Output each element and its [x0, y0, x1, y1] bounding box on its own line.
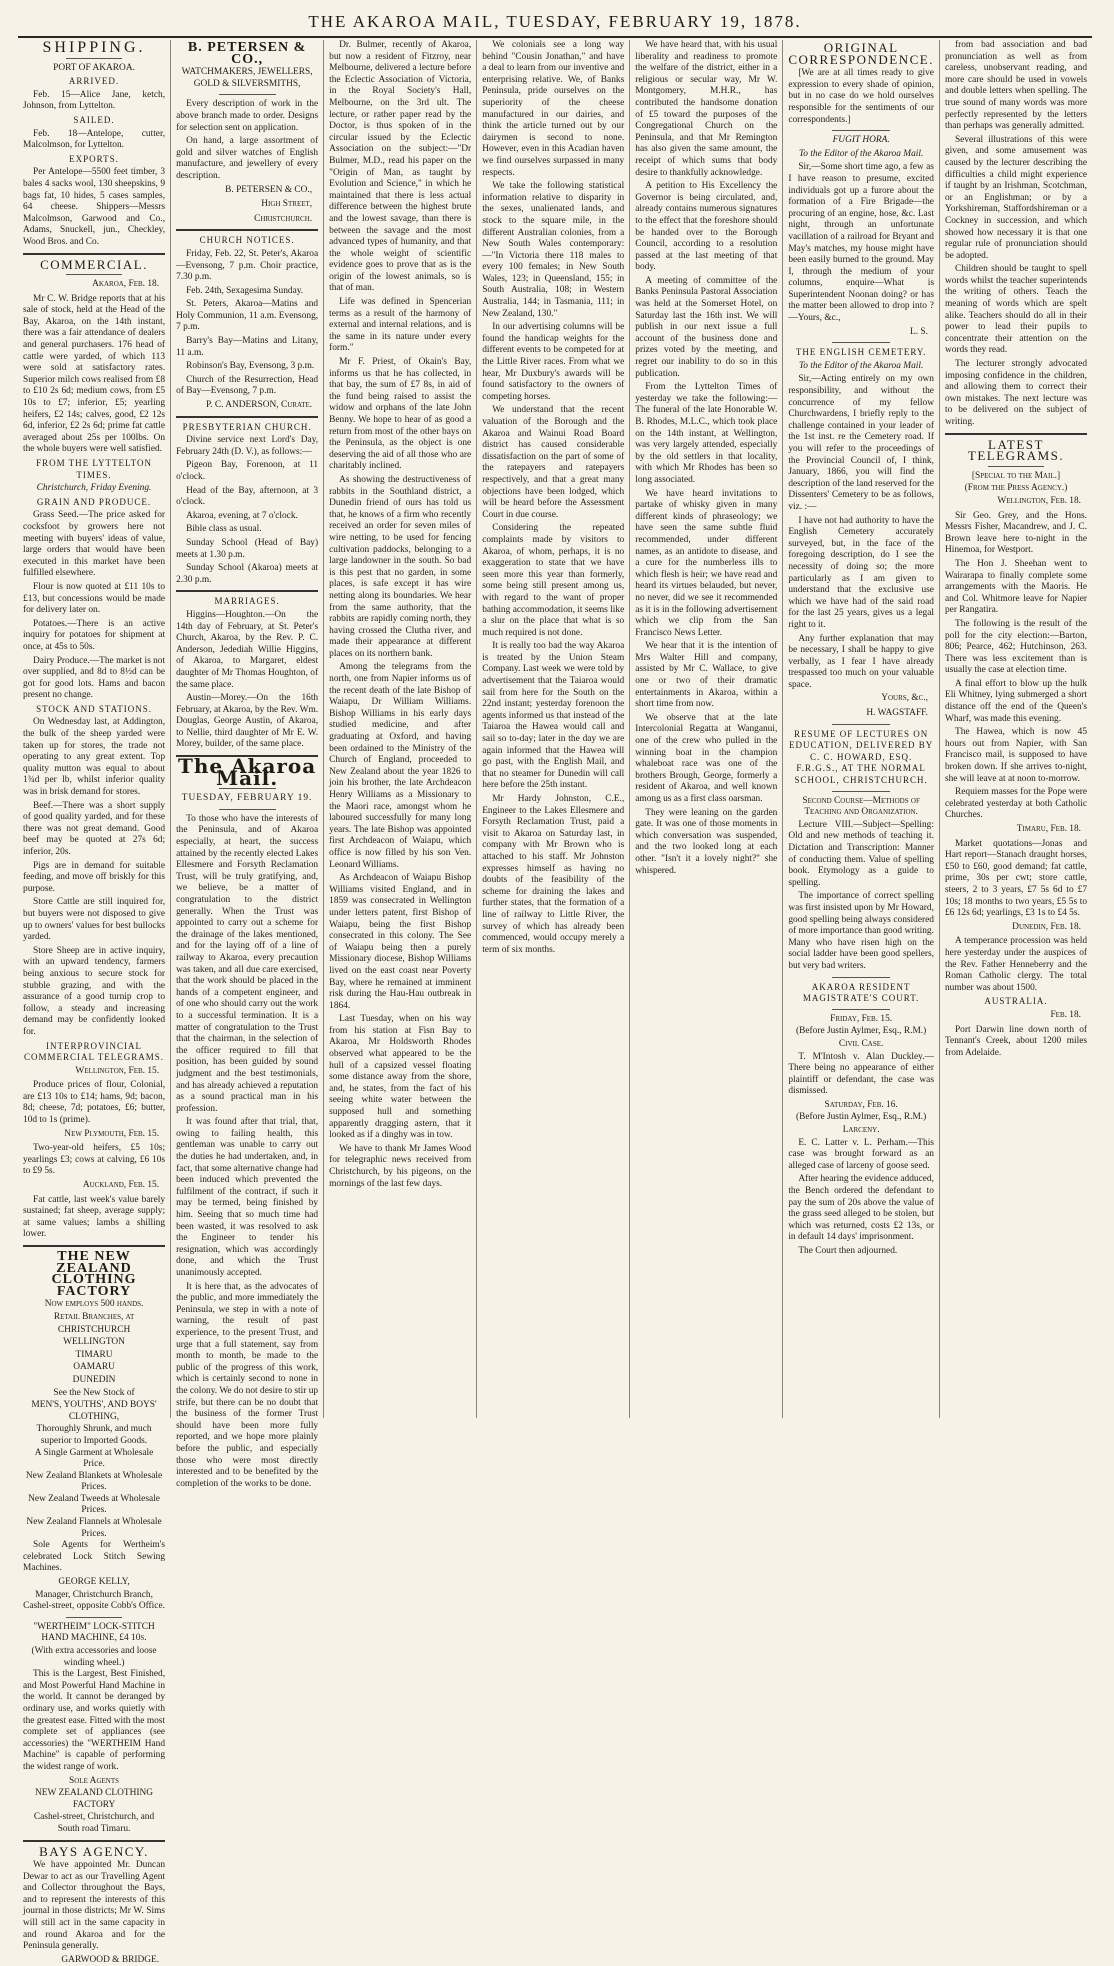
resume-text: The importance of correct spelling was first insisted upon by Mr Howard, good spelling being always considered of more importance than good writing. Many who have risen high on the social ladder have been good spellers, but very bad writers.: [788, 891, 934, 971]
commercial-heading: COMMERCIAL.: [40, 256, 148, 272]
presby-text: Head of the Bay, afternoon, at 3 o'clock.: [176, 485, 319, 508]
court-date-2: Saturday, Feb. 16.: [824, 1099, 898, 1110]
telegram-text: Market quotations—Jonas and Hart report—Stanach draught horses, £50 to £60, good demand; fat cattle, prime, 30s per cwt; store cattle, steers, 2 to 3 years, £7 5s 6d to £7 10s; 18 months to two years, £5 5s to £6 12s 6d; yearlings, £3 1s to £4 5s.: [944, 838, 1088, 919]
presby-text: Sunday School (Akaroa) meets at 2.30 p.m.: [176, 563, 319, 585]
wellington-text: Produce prices of flour, Colonial, are £13 10s to £14; hams, 9d; bacon, 8d; cheese, 7d; potatoes, £6; butter, 10d to 1s (prime).: [23, 1080, 166, 1126]
sole-agents-name: NEW ZEALAND CLOTHING FACTORY: [35, 1788, 154, 1810]
news-paragraph: A meeting of committee of the Banks Peninsula Pastoral Association was held at the Somerset Hotel, on Saturday last the 16th inst. We will publish in our next issue a full account of the business done and prizes voted by the meeting, and regret our inability to do so in this publication.: [635, 275, 778, 379]
news-paragraph: From the Lyttelton Times of yesterday we take the following:—The funeral of the late Honorable W. B. Rhodes, M.L.C., which took place on the 14th instant, at Wellington, was very largely attended, especially by the old settlers in that locality, with which Mr Rhodes has been so long associated.: [635, 382, 778, 485]
nzcf-agents: Sole Agents for Wertheim's celebrated Lock Stitch Sewing Machines.: [23, 1540, 166, 1574]
masthead-title: THE AKAROA MAIL, TUESDAY, FEBRUARY 19, 1878.: [308, 12, 802, 31]
telegrams-press: (From the Press Agency.): [964, 483, 1068, 494]
petersen-signature: B. PETERSEN & CO.,: [225, 184, 313, 195]
divider: [988, 466, 1045, 467]
dairy-text: Dairy Produce.—The market is not over supplied, and 8d to 8½d can be got for good lots. Hams and bacon present no change.: [23, 655, 166, 701]
correspondence-heading: ORIGINAL CORRESPONDENCE.: [788, 40, 934, 67]
columns: [18, 39, 1092, 1965]
divider: [945, 433, 1087, 435]
sole-agents-addr: Cashel-street, Christchurch, and South road Timaru.: [33, 1812, 155, 1834]
church-text: Robinson's Bay, Evensong, 3 p.m.: [186, 361, 315, 372]
news-paragraph: We understand that the recent valuation of the Borough and the Akaroa and Wainui Road Board district has caused considerable dissatisfaction on the part of some of the ratepayers and ratepayers respectively, and that a great many objections have been lodged, which will be heard before the Assessment Court in due course.: [482, 405, 625, 520]
cemetery-to: To the Editor of the Akaroa Mail.: [798, 360, 924, 371]
divider: [832, 342, 890, 343]
church-text: Feb. 24th, Sexagesima Sunday.: [186, 285, 304, 296]
news-paragraph: We have heard invitations to partake of whisky given in many different kinds of phraseology; we have seen the same subtle fluid recommended, under different names, as an antidote to disease, and a cure for the numberless ills to which flesh is heir; we have read and heard its virtues belauded, but never, no never, did we see it recommended as it is in the following advertisement which we clip from the San Francisco News Letter.: [635, 488, 778, 638]
nzcf-see: See the New Stock of: [53, 1387, 135, 1398]
commercial-dateline: Akaroa, Feb. 18.: [92, 279, 160, 290]
column-2: [171, 40, 324, 1489]
petersen-sub: WATCHMAKERS, JEWELLERS, GOLD & SILVERSMITHS,: [181, 67, 313, 89]
grain-heading: GRAIN AND PRODUCE.: [36, 496, 152, 507]
australia-heading: AUSTRALIA.: [984, 996, 1048, 1007]
news-paragraph: We colonials see a long way behind "Cousin Jonathan," and have a deal to learn from our inventive and enterprising relative. We, of Banks Peninsula, pride ourselves on the superiority of the cheese manufactured in our dairies, and think the article turned out by our dairymen is second to none. However, even in this Acadian haven we find ourselves surpassed in many respects.: [482, 40, 625, 178]
marriages-text: Austin—Morey.—On the 16th February, at Akaroa, by the Rev. Wm. Douglas, George Austin, of Akaroa, to Nellie, third daughter of Mr E. W. Morey, builder, of the same place.: [176, 693, 319, 750]
cemetery-yours: Yours, &c.,: [881, 693, 928, 704]
exports-heading: EXPORTS.: [69, 153, 119, 164]
presby-text: Divine service next Lord's Day, February 24th (D. V.), as follows:—: [176, 435, 319, 457]
divider: [219, 809, 276, 810]
church-heading: CHURCH NOTICES.: [199, 235, 295, 246]
flour-text: Flour is now quoted at £11 10s to £13, but concessions would be made for delivery later on.: [23, 581, 166, 616]
lecture-paragraph: The lecturer strongly advocated imposing confidence in the children, and allowing them to correct their own mistakes. The next lecture was to be delivered on the subject of writing.: [944, 359, 1088, 427]
news-paragraph: In our advertising columns will be found the handicap weights for the different events to be competed for at the Little River races. From what we hear, Mr Duxbury's awards will be found satisfactory to the owners of competing horses.: [482, 322, 625, 402]
court-before-1: (Before Justin Aylmer, Esq., R.M.): [796, 1026, 927, 1037]
divider: [219, 94, 276, 95]
nzcf-now: Now employs 500 hands.: [44, 1299, 144, 1310]
australia-text: Port Darwin line down north of Tennant's Creek, about 1200 miles from Adelaide.: [944, 1024, 1088, 1058]
church-text: St. Peters, Akaroa—Matins and Holy Communion, 11 a.m. Evensong, 7 p.m.: [176, 299, 319, 333]
nzcf-tweeds: New Zealand Tweeds at Wholesale Prices.: [28, 1493, 160, 1516]
church-signature: P. C. ANDERSON, Curate.: [205, 400, 313, 411]
presby-text: Pigeon Bay, Forenoon, at 11 o'clock.: [176, 460, 319, 482]
news-paragraph: We take the following statistical information relative to disparity in the sexes, unalienated lands, and stock to the square mile, in the different Australian colonies, from a New South Wales contemporary:—"In Victoria there 118 males to every 100 females; in New South Wales, 123; in Queensland, 155; in South Australia, 108; in Western Australia, 144; in Tasmania, 111; in New Zealand, 130.": [482, 181, 625, 319]
divider: [176, 590, 318, 592]
divider: [832, 791, 890, 792]
news-paragraph: They were leaning on the garden gate. It was one of those moments in which conversation was suspended, and the two looked long at each other. "Isn't it a lovely night?" she whispered.: [635, 807, 778, 876]
fugit-to: To the Editor of the Akaroa Mail.: [798, 148, 924, 159]
branch-item: WELLINGTON: [63, 1337, 125, 1348]
news-paragraph: We have heard that, with his usual liberality and readiness to promote the welfare of the district, either in a religious or secular way, Mr W. Montgomery, M.H.R., has contributed the handsome donation of £5 toward the purposes of the Congregational Church on the Peninsula, and that Mr Remington has also given the same amount, the receipt of which sums that body desire to thankfully acknowledge.: [635, 40, 778, 178]
bays-signature: GARWOOD & BRIDGE.: [61, 1954, 160, 1965]
branch-item: DUNEDIN: [72, 1374, 116, 1385]
interprov-heading: INTERPROVINCIAL COMMERCIAL TELEGRAMS.: [24, 1040, 165, 1063]
news-paragraph: Considering the repeated complaints made by visitors to Akaroa, of whom, perhaps, it is no exaggeration to state that we have seen more this year than formerly, some being still present among us, with regard to the want of proper bathing accommodation, it seems like a slur on the place that what is so much required is not done.: [482, 523, 625, 638]
lyttelton-heading: FROM THE LYTTELTON TIMES.: [36, 458, 152, 480]
divider: [23, 253, 165, 255]
court-civil: Civil Case.: [838, 1038, 884, 1049]
petersen-text-1: Every description of work in the above branch made to order. Designs for selection sent on application.: [176, 99, 319, 133]
column-7: [940, 40, 1092, 1418]
stock-heading: STOCK AND STATIONS.: [36, 703, 152, 714]
shipping-heading: SHIPPING.: [42, 39, 146, 56]
australia-dateline: Feb. 18.: [1050, 1009, 1082, 1020]
lecture-paragraph: Several illustrations of this were given, and some amusement was caused by the lecturer describing the difficulties a child might experience if taught by an Irishman, Scotchman, or an Englishman; or by a Yorkshireman, Staffordshireman or a Cockney in succession, and which showed how necessary it is that one regular rule of pronunciation should be adopted.: [944, 134, 1088, 261]
news-paragraph: Life was defined in Spencerian terms as a result of the harmony of external and internal relations, and is the same in its nature under every form.": [329, 297, 472, 354]
news-paragraph: A petition to His Excellency the Governor is being circulated, and, already contains numerous signatures to the effect that the foreshore should be handed over to the Borough Council, according to a resolution passed at the last meeting of that body.: [635, 181, 778, 273]
bays-text: We have appointed Mr. Duncan Dewar to act as our Travelling Agent and Collector throughout the Bays, and to represent the interests of this journal in those districts; Mr W. Sims will still act in the same capacity in and round Akaroa and for the Peninsula generally.: [23, 1860, 166, 1952]
telegram-text: Sir Geo. Grey, and the Hons. Messrs Fisher, Macandrew, and J. C. Brown leave here to-night in the Hinemoa, for Westport.: [944, 510, 1088, 556]
divider: [23, 1245, 165, 1247]
news-paragraph: We observe that at the late Intercolonial Regatta at Wanganui, one of the crew who pulled in the winning boat in the champion whaleboat race was one of the brothers Brough, George, formerly a resident of Akaroa, and well known among us as a first class oarsman.: [635, 712, 778, 804]
cemetery-text: Any further explanation that may be necessary, I shall be happy to give verbally, as I fear I have already trespassed too much on your valuable space.: [788, 633, 934, 690]
editorial-paragraph: It was found after that trial, that, owing to failing health, this gentleman was unable to carry out the duties he had undertaken, and, in fact, that some alternative change had been induced which prevented the fulfilment of the contract, if such it may be termed, being finished by him. Seeing that so much time had been wasted, it was resolved to ask the Engineer to tender his resignation, which was accordingly done, and which the Trust unanimously accepted.: [176, 1117, 319, 1278]
cemetery-text: Sir,—Acting entirely on my own responsibility, and without the concurrence of my fellow Churchwardens, I briefly reply to the challenge contained in your leader of the 1st inst. re the Cemetery road. If you will refer to the proceedings of the Provincial Council of, I think, January, 1866, you will find the description of the land reserved for the Dissenters' Cemetery to be as follows, viz. :—: [788, 374, 934, 512]
bays-heading: BAYS AGENCY.: [39, 1843, 149, 1859]
nzcf-title: THE NEW ZEALAND CLOTHING FACTORY: [51, 1249, 137, 1299]
auckland-dateline: Auckland, Feb. 15.: [82, 1180, 160, 1191]
editorial-paragraph: It is here that, as the advocates of the public, and more immediately the Peninsula, we step in with a note of warning, the result of past experience, to the present Trust, and urge that a full statement, say from month to month, be made to the public of the progress of this work, which is certainly second to none in the colony. We do not desire to stir up strife, but there can be no doubt that the business of the former Trust should have been more fully reported, and we hope more plainly before the public, and especially those who were most directly interested and to be benefited by the completion of the works to be done.: [176, 1281, 319, 1489]
petersen-addr-1: High Street,: [261, 199, 313, 210]
branch-item: OAMARU: [73, 1362, 115, 1373]
divider: [176, 229, 318, 231]
kelly-name: GEORGE KELLY,: [58, 1577, 130, 1588]
presby-text: Sunday School (Head of Bay) meets at 1.30 p.m.: [176, 537, 319, 560]
pigs-text: Pigs are in demand for suitable feeding, and move off briskly for this purpose.: [23, 860, 166, 894]
church-text: Friday, Feb. 22, St. Peter's, Akaroa—Evensong, 7 p.m. Choir practice, 7.30 p.m.: [176, 248, 319, 283]
church-text: Barry's Bay—Matins and Litany, 11 a.m.: [176, 336, 319, 358]
beef-text: Beef.—There was a short supply of good quality yarded, and for these there was not great demand. Good beef may be quoted at 27s 6d; inferior, 20s.: [23, 800, 166, 857]
nzcf-mens: MEN'S, YOUTHS', AND BOYS' CLOTHING,: [31, 1400, 157, 1422]
news-paragraph: Last Tuesday, when on his way from his station at Fisn Bay to Akaroa, Mr Holdsworth Rhodes observed what appeared to be the hull of a capsized vessel floating some distance away from the shore, and, he states, from the fact of his seeing white water between the supposed hull and something apparently dragging astern, that it looked as if a dinghy was in tow.: [329, 1014, 472, 1141]
telegram-text: Requiem masses for the Pope were celebrated yesterday at both Catholic Churches.: [944, 787, 1088, 821]
masthead-rule: [18, 36, 1092, 38]
court-text: E. C. Latter v. L. Perham.—This case was brought forward as an alleged case of larceny of goose seed.: [788, 1137, 934, 1171]
nzcf-retail: Retail Branches, at: [53, 1311, 135, 1322]
branch-item: CHRISTCHURCH: [57, 1324, 131, 1335]
column-3: [324, 40, 477, 1418]
court-larceny: Larceny.: [842, 1125, 880, 1136]
telegrams-timaru: Timaru, Feb. 18.: [1016, 824, 1082, 834]
auckland-text: Fat cattle, last week's value barely sustained; fat sheep, average supply; at same values; lambs a shilling lower.: [23, 1194, 166, 1240]
news-paragraph: As showing the destructiveness of rabbits in the Southland district, a Dunedin friend of ours has told us that, he knows of a firm who recently received an order for seven miles of wire netting, to be used for fencing cultivation paddocks, belonging to a large landowner in the south. So bad is this pest that no garden, in some places, is safe except it has wire netting along its boundaries. We hear from the same authority, that the rabbits are rapidly coming north, they having crossed the Clutha river, and made their appearance at different places on its northern bank.: [329, 474, 472, 659]
marriages-heading: MARRIAGES.: [214, 596, 280, 607]
presby-text: Bible class as usual.: [186, 524, 262, 535]
nzcf-flannels: New Zealand Flannels at Wholesale Prices.: [26, 1517, 162, 1539]
news-paragraph: It is really too bad the way Akaroa is treated by the Union Steam Company. Last week we were told by advertisement that the Taiaroa would sail from here for the South on the 22nd instant; yesterday forenoon the agents informed us that instead of the Taiaroa the Hawea would call and sail so to-day; later in the day we are again informed that the Hawea will go past, with the English Mail, and that no steamer for Dunedin will call here before the 25th instant.: [482, 641, 625, 791]
paper-date: TUESDAY, FEBRUARY 19.: [181, 793, 313, 804]
fugit-text: Sir,—Some short time ago, a few as I have reason to presume, excited individuals got up a furore about the formation of a Fire Brigade—the procuring of an engine, hose, &c. Last night, through an unfortunate vacillation of a railroad for Bryant and May's matches, my house might have been easily burned to the ground. May I, through the medium of your columns, enquire—What is Superintendent Noonan doing? or has the matter been allowed to drop into ?—Yours, &c.,: [788, 162, 934, 324]
plymouth-dateline: New Plymouth, Feb. 15.: [64, 1128, 160, 1139]
petersen-addr-2: Christchurch.: [254, 213, 313, 224]
arrived-text: Feb. 15—Alice Jane, ketch, Johnson, from Lyttelton.: [23, 89, 166, 112]
nzcf-single: A Single Garment at Wholesale Price.: [34, 1447, 154, 1470]
telegram-text: The Hon J. Sheehan went to Wairarapa to finally complete some arrangements with the Maoris. He and Col. Whitmore leave for Napier per Rangatira.: [944, 558, 1088, 616]
plymouth-text: Two-year-old heifers, £5 10s; yearlings £3; cows at calving, £6 10s to £9 5s.: [23, 1143, 166, 1177]
column-4: [477, 40, 630, 1418]
divider: [832, 977, 890, 978]
court-text: After hearing the evidence adduced, the Bench ordered the defendant to pay the sum of 20s above the value of the grass seed alleged to be stolen, but which was returned, costs £2 13s, or in default 14 days' imprisonment.: [788, 1174, 934, 1243]
presby-text: Akaroa, evening, at 7 o'clock.: [186, 510, 298, 521]
resume-course: Second Course—Methods of Teaching and Organization.: [802, 795, 920, 818]
news-paragraph: Among the telegrams from the north, one from Napier informs us of the recent death of the late Bishop of Waiapu, Dr William Williams. Bishop Williams in his early days studied medicine, and after graduating at Oxford, and having been ordained to the Ministry of the Church of England, proceeded to New Zealand about the year 1826 to join his brother, the late Archdeacon Henry Williams as a Missionary to the Maori race, amongst whom he laboured successfully for many long years. The late Bishop was appointed first Archdeacon of Waiapu, which office is now filled by his son Ven. Leonard Williams.: [329, 662, 472, 870]
marriages-text: Higgins—Houghton.—On the 14th day of February, at St. Peter's Church, Akaroa, by the Rev. P. C. Anderson, Jedediah Willie Higgins, of Akaroa, to Margaret, eldest daughter of Mr Thomas Houghton, of the same place.: [176, 609, 319, 690]
sheep-text: Store Sheep are in active inquiry, with an upward tendency, farmers being anxious to secure stock for stubble grazing, and with the assurance of a good turnip crop to follow, a steady and increasing demand may be confidently looked for.: [23, 945, 166, 1037]
editorial-paragraph: To those who have the interests of the Peninsula, and of Akaroa especially, at heart, the success attained by the recently elected Lakes Ellesmere and Forsyth Reclamation Trust, will be truly gratifying, and, we believe, be a matter of congratulation to the district generally. When the Trust was appointed to carry out a scheme for the drainage of the lakes mentioned, and for the laying off of a line of railway to Akaroa, every precaution was taken, and all due care exercised, that the work should be placed in the hands of a competent engineer, and of one who should carry out the work to a successful termination. It is a matter of congratulation to the Trust that the chairman, in the selection of the officer required to fill that position, has been guided by sound judgment and the best testimonials, and has already achieved a reputation as a sound practical man in his profession.: [176, 813, 319, 1114]
cemetery-text: I have not had authority to have the English Cemetery accurately surveyed, but, in the face of the foregoing description, do I see the necessity of doing so; the more particularly as I am given to understand that the exclusive use which we have had of the said road for the last 25 years, gives us a legal right to it.: [788, 515, 934, 630]
sailed-text: Feb. 18—Antelope, cutter, Malcolmson, for Lyttelton.: [23, 128, 166, 151]
fugit-heading: FUGIT HORA.: [832, 135, 890, 146]
news-paragraph: Mr F. Priest, of Okain's Bay, informs us that he has collected, in that bay, the sum of £7 8s, in aid of the fund being raised to assist the widow and orphans of the late John Benny. We hope to hear of as good a return from most of the other bays on the Peninsula, as the object is one deserving the aid of all those who are charitably inclined.: [329, 357, 472, 472]
divider: [23, 1840, 165, 1842]
arrived-heading: ARRIVED.: [68, 76, 120, 87]
resume-lecture: Lecture VIII.—Subject—Spelling: Old and new methods of teaching it. Dictation and Transcription: Manner of conducting them. Value of spelling book. Etymology as a guide to spelling.: [788, 819, 934, 888]
telegram-text: The following is the result of the poll for the city election:—Barton, 806; Pearce, 462; Hutchinson, 263. There was less excitement than is usually the case at election time.: [944, 618, 1088, 676]
telegram-text: The Hawea, which is now 45 hours out from Napier, with San Francisco mail, is supposed to have broken down. If she arrives to-night, she will leave at at noon to-morrow.: [944, 727, 1088, 784]
divider: [176, 416, 318, 418]
church-text: Church of the Resurrection, Head of Bay—Evensong, 7 p.m.: [176, 374, 319, 397]
news-paragraph: We have to thank Mr James Wood for telegraphic news received from Christchurch, by his pigeons, on the mornings of the last few days.: [329, 1143, 472, 1189]
wertheim-title: "WERTHEIM" LOCK-STITCH HAND MACHINE, £4 10s.: [33, 1621, 155, 1644]
divider: [66, 274, 123, 275]
kelly-role: Manager, Christchurch Branch,: [35, 1589, 153, 1600]
cemetery-signature: H. WAGSTAFF.: [866, 708, 928, 719]
wertheim-text: This is the Largest, Best Finished, and Most Powerful Hand Machine in the world. It cannot be deranged by ordinary use, and works quietly with the greatest ease. Fitted with the most complete set of appliances (see accessories) the "WERTHEIM Hand Machine" is capable of performing the widest range of work.: [23, 1669, 166, 1772]
petersen-title: B. PETERSEN & CO.,: [187, 40, 307, 67]
store-text: Store Cattle are still inquired for, but buyers were not disposed to give up to owners' values for best bullocks yarded.: [23, 897, 166, 943]
column-1: [18, 39, 171, 1965]
column-5: [630, 40, 783, 1418]
nzcf-blankets: New Zealand Blankets at Wholesale Prices.: [25, 1470, 163, 1493]
wellington-dateline: Wellington, Feb. 15.: [75, 1065, 160, 1076]
sole-agents: Sole Agents: [69, 1775, 120, 1786]
cemetery-heading: THE ENGLISH CEMETERY.: [795, 347, 927, 358]
wertheim-note: (With extra accessories and loose winding wheel.): [31, 1646, 157, 1668]
fugit-signature: L. S.: [909, 326, 928, 337]
correspondence-note: [We are at all times ready to give expression to every shade of opinion, but in no case do we hold ourselves responsible for the sentiments of our correspondents.]: [788, 68, 934, 125]
divider: [832, 130, 890, 131]
court-before-2: (Before Justin Aylmer, Esq., R.M.): [796, 1112, 927, 1123]
divider: [832, 1009, 890, 1010]
nzcf-branches: [23, 1325, 165, 1387]
stock-text: On Wednesday last, at Addington, the bulk of the sheep yarded were taken up for stores, the trade not operating to any great extent. Top quality mutton was equal to about 1¾d per lb, whilst inferior quality was in brisk demand for stores.: [23, 717, 166, 798]
court-text: T. M'Intosh v. Alan Duckley.—There being no appearance of either plaintiff or defendant, the case was dismissed.: [788, 1051, 934, 1097]
telegrams-special: [Special to the Mail.]: [971, 470, 1061, 481]
news-paragraph: Mr Hardy Johnston, C.E., Engineer to the Lakes Ellesmere and Forsyth Reclamation Trust, paid a visit to Akaroa on Saturday last, in company with Mr Brown who is attached to his staff. Mr Johnston expresses himself as having no doubts of the feasibility of the scheme for draining the lakes and further states, that the formation of a line of railway to Little River, the survey of which has already been commenced, would occupy merely a term of six months.: [482, 794, 625, 955]
news-paragraph: Dr. Bulmer, recently of Akaroa, but now a resident of Fitzroy, near Melbourne, delivered a lecture before the Eclectic Association of Victoria, in the Royal Society's Hall, Melbourne, on the 3rd ult. The lecture, or rather paper read by the Doctor, is thus spoken of in the circular issued by the Eclectic Association on the subject:—"Dr Bulmer, M.D., read his paper on the "Origin of Man, as taught by Evolution and Science," in which he maintained that there is less actual difference between the highest brute and the lowest savage, than there is between the savage and the most advanced types of humanity, and that the whole weight of scientific evidence goes to prove that as is the origin of the lowest animals, so is that of man.: [329, 40, 472, 294]
paper-title: The Akaroa Mail.: [177, 754, 317, 790]
branch-item: TIMARU: [75, 1349, 113, 1360]
divider: [66, 58, 123, 59]
grain-text: Grass Seed.—The price asked for cocksfoot by growers here not meeting with buyers' ideas of value, large orders that would have been executed in this market have been fulfilled elsewhere.: [23, 510, 166, 579]
telegram-text: A temperance procession was held here yesterday under the auspices of the Rev. Father Henneberry and the Roman Catholic clergy. The total number was about 1500.: [944, 936, 1088, 993]
port-heading: PORT OF AKAROA.: [53, 62, 135, 73]
lyttelton-sub: Christchurch, Friday Evening.: [36, 483, 152, 494]
resume-heading: RESUME OF LECTURES ON EDUCATION, DELIVERED BY C. C. HOWARD, ESQ. F.R.G.S., AT THE NORMAL SCHOOL, CHRISTCHURCH.: [789, 728, 934, 786]
potatoes-text: Potatoes.—There is an active inquiry for potatoes for shipment at once, at 45s to 50s.: [23, 618, 166, 652]
telegrams-wellington: Wellington, Feb. 18.: [997, 495, 1082, 506]
lecture-paragraph: Children should be taught to spell words whilst the teacher superintends the writing of others. Teach the meaning of words which are spelt alike. Teachers should do all in their power to lead their pupils to concentrate their attention on the words they read.: [944, 264, 1088, 356]
court-adjourned: The Court then adjourned.: [798, 1246, 898, 1256]
court-heading: AKAROA RESIDENT MAGISTRATE'S COURT.: [802, 981, 920, 1004]
court-date-1: Friday, Feb. 15.: [830, 1013, 893, 1024]
nzcf-shrunk: Thoroughly Shrunk, and much superior to Imported Goods.: [36, 1424, 152, 1446]
telegram-text: A final effort to blow up the hulk Eli Whitney, lying submerged a short distance off the end of the Queen's Wharf, was made this evening.: [944, 678, 1088, 724]
divider: [832, 724, 890, 725]
kelly-addr: Cashel-street, opposite Cobb's Office.: [23, 1601, 165, 1612]
telegrams-heading: LATEST TELEGRAMS.: [967, 436, 1065, 464]
lecture-paragraph: from bad association and bad pronunciation as well as from careless, unobservant reading, and more care should be used in vowels and double letters when spelling. The true sound of many words was more perfectly represented by the letters than perhaps was generally admitted.: [944, 40, 1088, 132]
sailed-heading: SAILED.: [73, 114, 115, 125]
petersen-text-2: On hand, a large assortment of gold and silver watches of English manufacture, and jewellery of every description.: [176, 136, 319, 181]
divider: [66, 1617, 123, 1618]
news-paragraph: We hear that it is the intention of Mrs Walter Hill and company, assisted by Mr C. Wallace, to give one or two of their dramatic entertainments in Akaroa, within a short time from now.: [635, 641, 778, 710]
telegrams-dunedin: Dunedin, Feb. 18.: [1012, 921, 1082, 932]
presby-heading: PRESBYTERIAN CHURCH.: [182, 421, 312, 432]
exports-text: Per Antelope—5500 feet timber, 3 bales 4 sacks wool, 130 sheepskins, 9 bags fat, 10 hides, 5 cases samples, 64 cheese. Shippers—Messrs Malcolmson, Garwood and Co., Adams, Snuckell, jun., Checkley, Wood Bros. and Co.: [23, 167, 166, 247]
column-6: [783, 40, 940, 1418]
news-paragraph: As Archdeacon of Waiapu Bishop Williams visited England, and in 1859 was consecrated in Wellington under letters patent, first Bishop of Waiapu, being the first Bishop consecrated in this colony. The See of Waiapu being then a purely Missionary diocese, Bishop Williams lived on the east coast near Poverty Bay, where he remained at imminent risk during the Hau-Hau outbreak in 1864.: [329, 873, 472, 1011]
commercial-text: Mr C. W. Bridge reports that at his sale of stock, held at the Head of the Bay, Akaroa, on the 14th instant, there was a fair attendance of dealers and general purchasers. 176 head of cattle were yarded, of which 113 were sold at satisfactory rates. Superior milch cows realised from £8 to £10 2s 6d; medium cows, from £5 10s to £7; inferior, £5; yearling heifers, £2 14s; calves, good, £2 12s 6d, inferior, £2 2s 6d; prime fat cattle averaged about 25s per 100lbs. On the whole buyers were well satisfied.: [23, 293, 166, 455]
